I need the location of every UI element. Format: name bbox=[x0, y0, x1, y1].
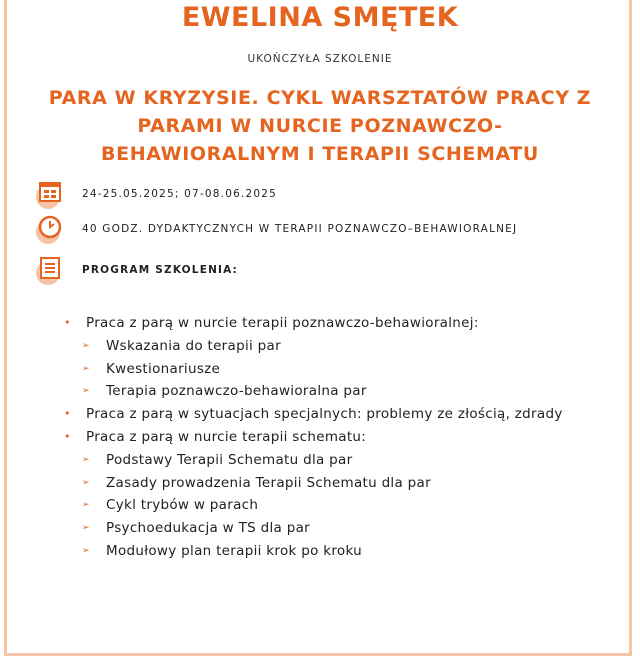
program-item: ➢ Cykl trybów w parach bbox=[64, 494, 563, 517]
program-item: ➢ Modułowy plan terapii krok po kroku bbox=[64, 540, 563, 563]
course-title: PARA W KRYZYSIE. CYKL WARSZTATÓW PRACY Z PARAMI W NURCIE POZNAWCZO-BEHAWIORALNYM I TERAPII SCHEMATU bbox=[48, 87, 592, 165]
program-item: • Praca z parą w nurcie terapii schematu: bbox=[64, 426, 563, 449]
program-list bbox=[64, 312, 563, 563]
completed-label: UKOŃCZYŁA SZKOLENIE bbox=[247, 53, 393, 65]
dates-row bbox=[36, 180, 277, 208]
program-label: PROGRAM SZKOLENIA: bbox=[82, 264, 239, 276]
program-item: ➢ Kwestionariusze bbox=[64, 358, 563, 381]
program-item: ➢ Podstawy Terapii Schematu dla par bbox=[64, 449, 563, 472]
program-item: • Praca z parą w sytuacjach specjalnych: problemy ze złością, zdrady bbox=[64, 403, 563, 426]
program-item: • Praca z parą w nurcie terapii poznawczo-behawioralnej: bbox=[64, 312, 563, 335]
program-item: ➢ Zasady prowadzenia Terapii Schematu dla par bbox=[64, 472, 563, 495]
recipient-name: EWELINA SMĘTEK bbox=[181, 2, 459, 33]
list-icon bbox=[36, 256, 64, 284]
program-item: ➢ Wskazania do terapii par bbox=[64, 335, 563, 358]
hours-text: 40 GODZ. DYDAKTYCZNYCH W TERAPII POZNAWCZO–BEHAWIORALNEJ bbox=[82, 223, 518, 235]
calendar-icon bbox=[36, 180, 64, 208]
program-item: ➢ Terapia poznawczo-behawioralna par bbox=[64, 380, 563, 403]
clock-icon bbox=[36, 215, 64, 243]
program-item: ➢ Psychoedukacja w TS dla par bbox=[64, 517, 563, 540]
program-row bbox=[36, 256, 238, 284]
hours-row bbox=[36, 215, 517, 243]
dates-text: 24-25.05.2025; 07-08.06.2025 bbox=[82, 188, 278, 200]
